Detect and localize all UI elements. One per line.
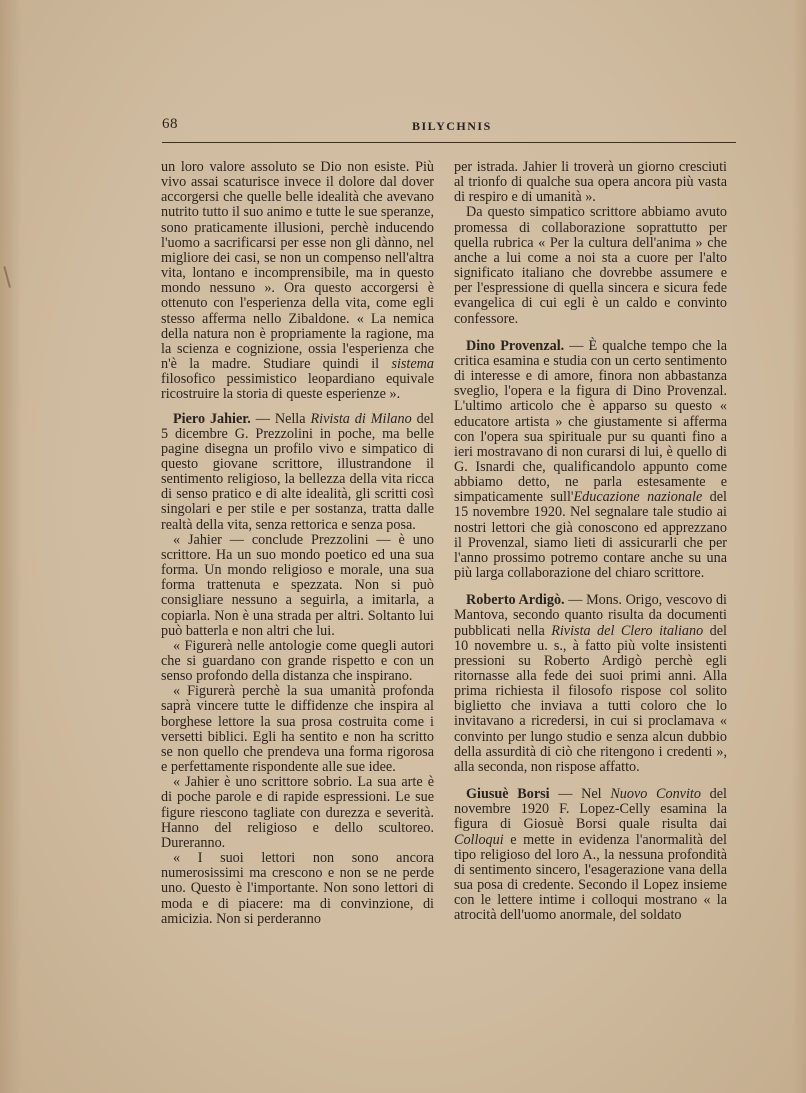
section-heading: Roberto Ardigò. — [466, 592, 565, 609]
paragraph-provenzal: Dino Provenzal. — È qualche tempo che la critica esamina e studia con un certo sentimento di interesse e di amore, finora non abbastanza sveglio, l'opera e la figura di Dino Provenzal. L'ultimo articolo che è apparso su questo « educatore artista » che giustamente si afferma con l'opera sua spirituale pur su quanti fino a ieri mostravano di non curarsi di lui, è quello di G. Isnardi che, qualificandolo appunto come abbiamo detto, ne parla estesamente e simpaticamente sull'Educazione nazionale del 15 novembre 1920. Nel segnalare tale studio ai nostri lettori che già conoscono ed apprezzano il Provenzal, siamo lieti di assicurarli che per l'anno prossimo potremo contare anche su una più larga collaborazione del chiaro scrittore. — [454, 337, 728, 582]
section-heading: Dino Provenzal. — [466, 337, 565, 354]
page-edge-shadow — [0, 0, 22, 1093]
paragraph-jahier: Piero Jahier. — Nella Rivista di Milano del 5 dicembre G. Prezzolini in poche, ma belle pagine disegna un profilo vivo e simpatico di questo giovane scrittore, illustrandone il sentimento religioso, la bellezza della vita ricca di senso pratico e di alte idealità, gli scritti così singolari e per stile e per sostanza, tratta dalle realtà della vita, senza rettorica e senza posa. — [161, 410, 434, 533]
paragraph-ardigo: Roberto Ardigò. — Mons. Origo, vescovo di Mantova, secondo quanto risulta da documenti pubblicati nella Rivista del Clero italiano del 10 novembre u. s., à fatto più volte insistenti pressioni su Roberto Ardigò perchè egli ritornasse alla fede dei suoi primi anni. Alla prima richiesta il filosofo rispose col solito biglietto che inviava a tutti coloro che lo invitavano a ricredersi, in cui si proclamava « convinto per lungo studio e senza alcun dubbio della assurdità di ciò che ritengono i credenti », alla seconda, non rispose affatto. — [454, 592, 728, 775]
running-head: BILYCHNIS — [412, 119, 492, 133]
page-edge-shadow — [792, 0, 806, 1093]
paragraph: per istrada. Jahier li troverà un giorno cresciuti al trionfo di qualche sua opera ancora più vasta di respiro e di umanità ». — [454, 159, 727, 206]
section-heading: Piero Jahier. — [173, 410, 251, 427]
quote-paragraph: « Jahier è uno scrittore sobrio. La sua arte è di poche parole e di rapide espressioni. Le sue figure riescono tagliate con durezza e severità. Hanno del religioso e dello scultoreo. Dureranno. — [161, 774, 434, 851]
quote-paragraph: « Jahier — conclude Prezzolini — è uno scrittore. Ha un suo mondo poetico ed una sua forma. Un mondo religioso e morale, una sua forma trattenuta e spezzata. Non si può consigliare nessuno a seguirla, a imitarla, a copiarla. Non è una strada per altri. Soltanto lui può batterla e non altri che lui. — [161, 531, 434, 639]
paragraph: un loro valore assoluto se Dio non esiste. Più vivo assai scaturisce invece il dolore dal dover accorgersi che quelle belle idealità che avevano nutrito tutto il suo animo e tutte le sue speranze, sono praticamente illusioni, perchè inducendo l'uomo a sacrificarsi per esse non gli dànno, nel migliore dei casi, se non un compenso nell'altra vita, lontano e incomprensibile, ma in questo mondo nessuno ». Ora questo accorgersi è ottenuto con l'esperienza della vita, come egli stesso afferma nello Zibaldone. « La nemica della natura non è propriamente la ragione, ma la scienza e cognizione, ossia l'esperienza che n'è la madre. Studiare quindi il sistema filosofico pessimistico leopardiano equivale ricostruire la storia di queste esperienze ». — [161, 159, 434, 403]
quote-paragraph: « Figurerà perchè la sua umanità profonda saprà vincere tutte le diffidenze che inspira al borghese lettore la sua prosa costruita come i versetti biblici. Egli ha sentito e non ha scritto se non quello che prendeva una forma rigorosa e perfettamente rispondente alle sue idee. — [161, 683, 434, 776]
page-number: 68 — [162, 116, 178, 132]
section-heading: Giusuè Borsi — [466, 786, 550, 803]
quote-paragraph: « I suoi lettori non sono ancora numerosissimi ma crescono e non se ne perde uno. Questo è l'importante. Non sono lettori di moda e di piacere: ma di convinzione, di amicizia. Non si perderanno — [161, 850, 434, 927]
page-header — [162, 116, 736, 140]
paragraph: Da questo simpatico scrittore abbiamo avuto promessa di collaborazione soprattutto per quella rubrica « Per la cultura dell'anima » che anche a lui come a noi sta a cuore per l'alto significato italiano che dovrebbe assumere e per l'espressione di quella sincera e sicura fede evangelica di cui egli è un caldo e convinto confessore. — [454, 204, 727, 327]
header-rule — [162, 142, 736, 143]
right-column — [454, 160, 727, 924]
left-column — [161, 160, 434, 927]
quote-paragraph: « Figurerà nelle antologie come quegli autori che si guardano con grande rispetto e con un senso profondo della distanza che inspirano. — [161, 637, 434, 685]
paragraph-borsi: Giusuè Borsi — Nel Nuovo Convito del novembre 1920 F. Lopez-Celly esamina la figura di Giosuè Borsi quale risulta dai Colloqui e mette in evidenza l'anormalità del tipo religioso del loro A., la nessuna profondità di sentimento sincero, l'esagerazione vana della sua posa di credente. Secondo il Lopez insieme con le lettere intime i colloqui mostrano « la atrocità dell'uomo anormale, del soldato — [454, 786, 727, 924]
